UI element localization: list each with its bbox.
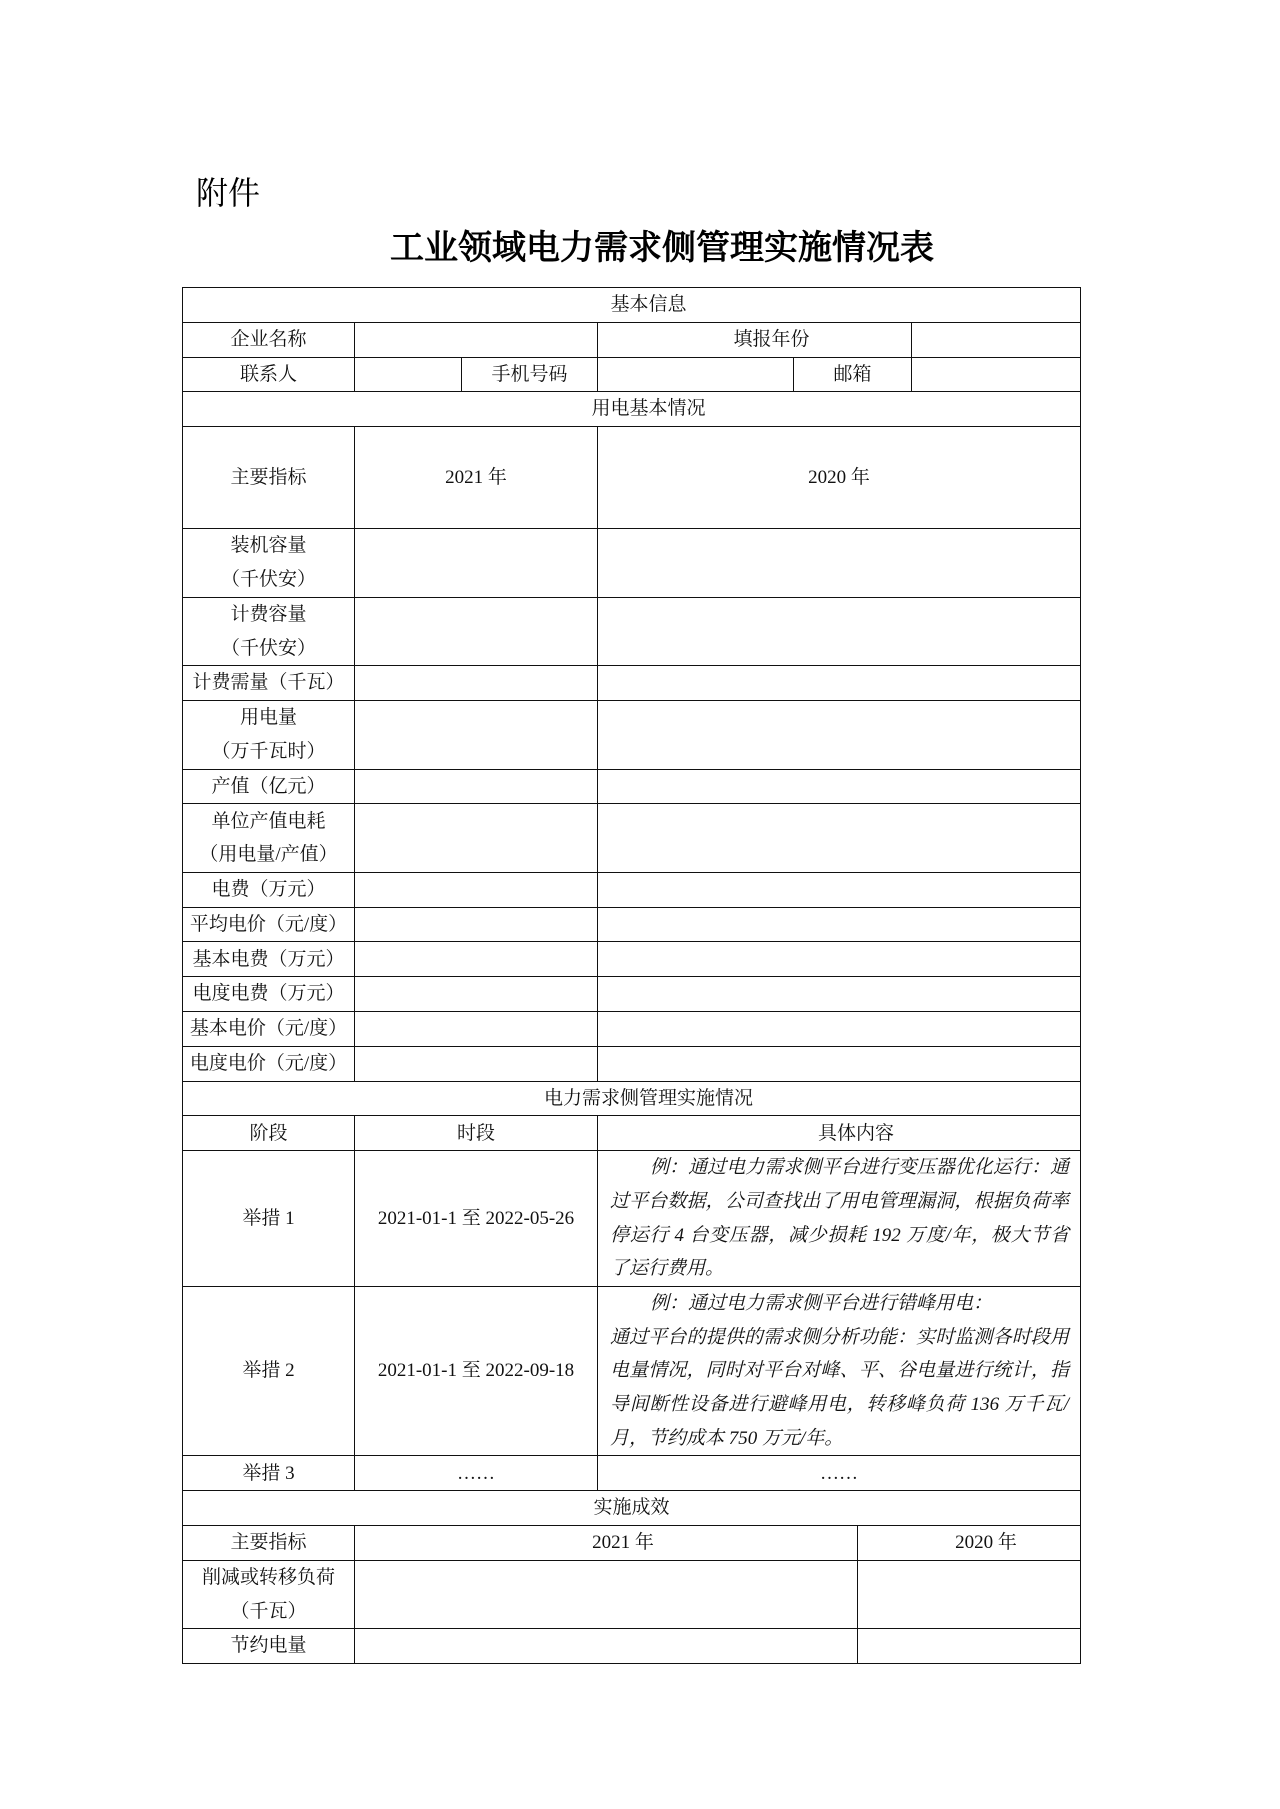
value-2020-cell xyxy=(598,701,1081,770)
results-year-2021-header: 2021 年 xyxy=(355,1526,858,1561)
results-header-row xyxy=(183,1526,1081,1561)
results-row-label xyxy=(183,1629,355,1664)
measure-1-period: 2021-01-1 至 2022-05-26 xyxy=(355,1151,598,1287)
usage-row-output-value xyxy=(183,769,1081,804)
implementation-heading-row xyxy=(183,1081,1081,1116)
results-row-label xyxy=(183,1560,355,1629)
value-2021-cell xyxy=(355,977,598,1012)
usage-indicator-header: 主要指标 xyxy=(183,427,355,529)
power-usage-heading: 用电基本情况 xyxy=(183,392,1081,427)
results-year-2020-header: 2020 年 xyxy=(858,1526,1081,1561)
usage-row-energy-price xyxy=(183,1046,1081,1081)
label-line: 计费容量 xyxy=(230,603,307,625)
company-name-value xyxy=(355,322,598,357)
value-2021-cell xyxy=(355,872,598,907)
usage-row-average-price xyxy=(183,907,1081,942)
contact-label: 联系人 xyxy=(183,357,355,392)
contact-row xyxy=(183,357,1081,392)
value-2020-cell xyxy=(598,529,1081,598)
label-line: 用电量 xyxy=(239,707,297,729)
value-2020-cell xyxy=(598,942,1081,977)
usage-row-electricity-consumption xyxy=(183,701,1081,770)
value-2021-cell xyxy=(355,529,598,598)
label-line: 削减或转移负荷 xyxy=(201,1566,335,1588)
usage-row-consumption-per-output xyxy=(183,804,1081,873)
label-line: 单位产值电耗 xyxy=(211,810,326,832)
value-2020-cell xyxy=(598,977,1081,1012)
usage-row-label xyxy=(183,769,355,804)
usage-row-label xyxy=(183,907,355,942)
value-2021-cell xyxy=(355,666,598,701)
email-value xyxy=(912,357,1081,392)
value-2021-cell xyxy=(355,1560,858,1629)
label-line: 平均电价（元/度） xyxy=(189,913,348,935)
value-2020-cell xyxy=(858,1560,1081,1629)
measure-2-row xyxy=(183,1286,1081,1456)
company-row xyxy=(183,322,1081,357)
value-2021-cell xyxy=(355,1012,598,1047)
measure-2-content-line: 例：通过电力需求侧平台进行错峰用电： xyxy=(650,1293,993,1315)
label-line: （千瓦） xyxy=(230,1600,307,1622)
value-2020-cell xyxy=(598,1012,1081,1047)
value-2021-cell xyxy=(355,769,598,804)
measure-2-content xyxy=(598,1286,1081,1456)
usage-row-energy-charge xyxy=(183,977,1081,1012)
label-line: （千伏安） xyxy=(220,637,316,659)
usage-row-label xyxy=(183,1012,355,1047)
measure-1-content-line: 停运行 4 台变压器，减少损耗 192 万度/年，极大节省 xyxy=(610,1224,1070,1246)
results-row-energy-saved xyxy=(183,1629,1081,1664)
usage-row-label xyxy=(183,597,355,666)
usage-year-2020-header: 2020 年 xyxy=(598,427,1081,529)
measure-3-period: …… xyxy=(355,1456,598,1491)
measure-1-row xyxy=(183,1151,1081,1287)
results-indicator-header: 主要指标 xyxy=(183,1526,355,1561)
measure-2-content-line: 通过平台的提供的需求侧分析功能：实时监测各时段用 xyxy=(610,1326,1070,1348)
measure-3-content: …… xyxy=(598,1456,1081,1491)
basic-info-heading-row xyxy=(183,288,1081,323)
measure-1-stage: 举措 1 xyxy=(183,1151,355,1287)
measure-3-stage: 举措 3 xyxy=(183,1456,355,1491)
value-2020-cell xyxy=(598,1046,1081,1081)
measure-1-content-line: 了运行费用。 xyxy=(610,1258,725,1280)
value-2020-cell xyxy=(598,769,1081,804)
value-2021-cell xyxy=(355,701,598,770)
usage-row-label xyxy=(183,872,355,907)
measure-2-content-line: 电量情况，同时对平台对峰、平、谷电量进行统计，指 xyxy=(610,1360,1070,1382)
results-heading-row xyxy=(183,1491,1081,1526)
label-line: 基本电费（万元） xyxy=(192,948,345,970)
form-title: 工业领域电力需求侧管理实施情况表 xyxy=(390,230,934,267)
power-usage-header-row xyxy=(183,427,1081,529)
usage-row-basic-price xyxy=(183,1012,1081,1047)
label-line: 节约电量 xyxy=(230,1635,307,1657)
label-line: 装机容量 xyxy=(230,535,307,557)
usage-row-billing-demand xyxy=(183,666,1081,701)
power-usage-heading-row xyxy=(183,392,1081,427)
measure-2-content-line: 导间断性设备进行避峰用电，转移峰负荷 136 万千瓦/ xyxy=(610,1393,1070,1415)
usage-row-billing-capacity xyxy=(183,597,1081,666)
value-2021-cell xyxy=(355,1629,858,1664)
value-2021-cell xyxy=(355,942,598,977)
label-line: 电度电价（元/度） xyxy=(189,1052,348,1074)
label-line: 电度电费（万元） xyxy=(192,983,345,1005)
measure-1-content-line: 例：通过电力需求侧平台进行变压器优化运行：通 xyxy=(650,1157,1070,1179)
value-2020-cell xyxy=(598,907,1081,942)
label-line: （用电量/产值） xyxy=(199,844,338,866)
usage-row-label xyxy=(183,977,355,1012)
usage-row-label xyxy=(183,666,355,701)
email-label: 邮箱 xyxy=(794,357,912,392)
value-2021-cell xyxy=(355,907,598,942)
usage-row-label xyxy=(183,1046,355,1081)
usage-row-label xyxy=(183,804,355,873)
value-2021-cell xyxy=(355,597,598,666)
usage-year-2021-header: 2021 年 xyxy=(355,427,598,529)
phone-label: 手机号码 xyxy=(462,357,598,392)
usage-row-basic-charge xyxy=(183,942,1081,977)
label-line: （万千瓦时） xyxy=(211,740,326,762)
value-2021-cell xyxy=(355,1046,598,1081)
period-header: 时段 xyxy=(355,1116,598,1151)
label-line: 基本电价（元/度） xyxy=(189,1018,348,1040)
value-2020-cell xyxy=(598,804,1081,873)
measure-1-content xyxy=(598,1151,1081,1287)
stage-header: 阶段 xyxy=(183,1116,355,1151)
results-heading: 实施成效 xyxy=(183,1491,1081,1526)
value-2020-cell xyxy=(598,597,1081,666)
measure-2-period: 2021-01-1 至 2022-09-18 xyxy=(355,1286,598,1456)
attachment-label: 附件 xyxy=(196,175,261,211)
value-2021-cell xyxy=(355,804,598,873)
phone-value xyxy=(598,357,794,392)
usage-row-label xyxy=(183,701,355,770)
value-2020-cell xyxy=(598,666,1081,701)
implementation-heading: 电力需求侧管理实施情况 xyxy=(183,1081,1081,1116)
measure-1-content-line: 过平台数据，公司查找出了用电管理漏洞，根据负荷率 xyxy=(610,1191,1070,1212)
label-line: 电费（万元） xyxy=(211,878,326,900)
contact-value xyxy=(355,357,462,392)
measure-2-content-line: 月，节约成本 750 万元/年。 xyxy=(610,1427,844,1449)
label-line: 计费需量（千瓦） xyxy=(192,672,345,694)
measure-2-stage: 举措 2 xyxy=(183,1286,355,1456)
report-year-value xyxy=(912,322,1081,357)
company-name-label: 企业名称 xyxy=(183,322,355,357)
label-line: 产值（亿元） xyxy=(211,775,326,797)
label-line: （千伏安） xyxy=(220,569,316,591)
usage-row-label xyxy=(183,529,355,598)
implementation-header-row xyxy=(183,1116,1081,1151)
value-2020-cell xyxy=(598,872,1081,907)
report-year-label: 填报年份 xyxy=(598,322,912,357)
value-2020-cell xyxy=(858,1629,1081,1664)
content-header: 具体内容 xyxy=(598,1116,1081,1151)
results-row-load-reduction xyxy=(183,1560,1081,1629)
basic-info-heading: 基本信息 xyxy=(183,288,1081,323)
implementation-status-table xyxy=(182,287,1081,1664)
usage-row-electricity-cost xyxy=(183,872,1081,907)
measure-3-row xyxy=(183,1456,1081,1491)
usage-row-label xyxy=(183,942,355,977)
usage-row-installed-capacity xyxy=(183,529,1081,598)
